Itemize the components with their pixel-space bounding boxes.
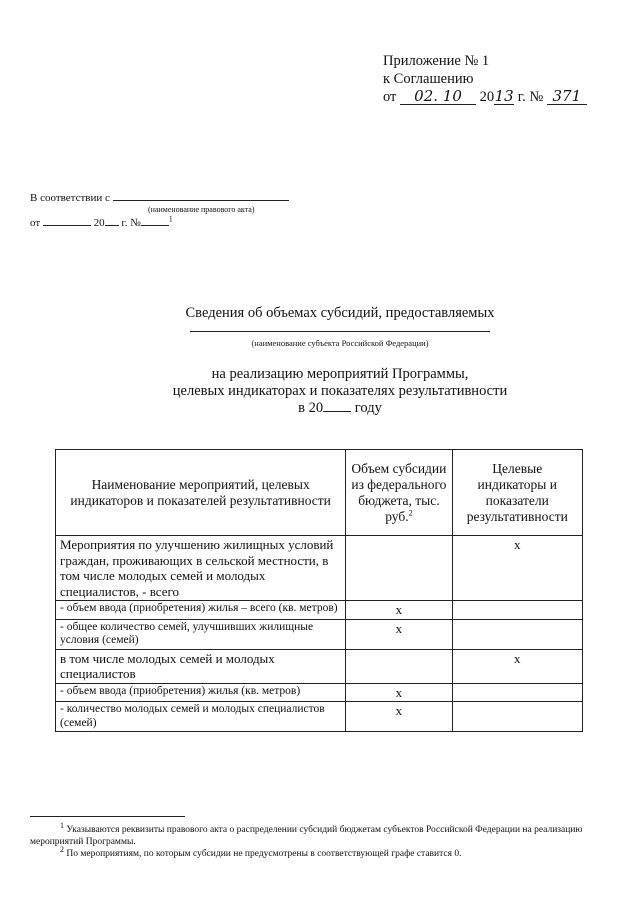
footnote-ref-2: 2 xyxy=(408,508,413,517)
header-name: Наименование мероприятий, целевых индикаторов и показателей результативности xyxy=(56,450,346,536)
table-row xyxy=(56,702,583,732)
table-row xyxy=(56,683,583,702)
year-prefix: 20 xyxy=(479,89,495,105)
footnote-1 xyxy=(30,820,615,848)
handwritten-date: 02. 10 xyxy=(400,88,476,105)
table-row xyxy=(56,536,583,601)
row-name: в том числе молодых семей и молодых специалистов xyxy=(56,649,346,683)
row-subsidy-cell[interactable]: х xyxy=(346,601,452,620)
table-header-row xyxy=(56,450,583,536)
title-year-prefix: в 20 xyxy=(298,400,324,416)
footnote-2 xyxy=(30,844,615,860)
appendix-header xyxy=(383,52,587,106)
footnote-ref-1: 1 xyxy=(168,214,173,224)
row-subsidy-cell[interactable]: х xyxy=(346,683,452,702)
row-name: Мероприятия по улучшению жилищных условий граждан, проживающих в сельской местности, в том числе молодых семей и молодых специалистов, - всего xyxy=(56,536,346,601)
subsidy-table xyxy=(55,449,583,732)
row-name: - количество молодых семей и молодых специалистов (семей) xyxy=(56,702,346,732)
title-line-1: Сведения об объемах субсидий, предоставляемых xyxy=(185,305,495,321)
legal-number-label: г. № xyxy=(121,217,141,229)
row-name: - объем ввода (приобретения) жилья – всего (кв. метров) xyxy=(56,601,346,620)
handwritten-number: 371 xyxy=(547,88,587,105)
row-indicator-cell[interactable] xyxy=(452,702,583,732)
legal-act-line xyxy=(30,190,289,205)
footnote-1-text: Указываются реквизиты правового акта о распределении субсидий бюджетам субъектов Российской Федерации на реализацию мероприятий Программы. xyxy=(30,825,583,847)
title-year-blank[interactable] xyxy=(323,399,351,412)
row-subsidy-cell[interactable]: х xyxy=(346,619,452,649)
header-subsidy-text: Объем субсидии из федерального бюджета, тыс. руб. xyxy=(351,460,447,524)
footnote-2-text: По мероприятиям, по которым субсидии не предусмотрены в соответствующей графе ставится 0. xyxy=(66,849,462,859)
row-name: - объем ввода (приобретения) жилья (кв. метров) xyxy=(56,683,346,702)
legal-year-prefix: 20 xyxy=(93,217,105,229)
title-line-2: на реализацию мероприятий Программы, xyxy=(211,366,469,382)
row-subsidy-cell[interactable]: х xyxy=(346,702,452,732)
header-subsidy xyxy=(346,450,452,536)
legal-date-blank[interactable] xyxy=(43,215,91,226)
table-row xyxy=(56,619,583,649)
footnote-1-mark: 1 xyxy=(60,820,64,830)
footnote-separator xyxy=(30,816,185,817)
title-line-4 xyxy=(0,399,640,417)
footnote-2-mark: 2 xyxy=(60,844,64,854)
footnotes xyxy=(30,820,615,860)
subject-blank[interactable] xyxy=(190,331,490,332)
appendix-from-label: от xyxy=(383,89,397,105)
legal-act-blank[interactable] xyxy=(113,190,289,201)
row-subsidy-cell[interactable] xyxy=(346,649,452,683)
in-accordance-label: В соответствии с xyxy=(30,192,110,204)
row-indicator-cell[interactable] xyxy=(452,619,583,649)
table-row xyxy=(56,649,583,683)
appendix-date-line xyxy=(383,88,587,106)
subject-caption: (наименование субъекта Российской Федерации) xyxy=(251,338,429,348)
legal-year-blank[interactable] xyxy=(105,215,119,226)
legal-from-label: от xyxy=(30,217,41,229)
number-label: г. № xyxy=(517,89,544,105)
appendix-agreement: к Соглашению xyxy=(383,71,474,87)
row-indicator-cell[interactable]: х xyxy=(452,536,583,601)
title-year-suffix: году xyxy=(354,400,382,416)
title-line-3: целевых индикаторах и показателях результативности xyxy=(172,383,508,399)
row-subsidy-cell[interactable] xyxy=(346,536,452,601)
legal-number-blank[interactable] xyxy=(141,215,169,226)
table-row xyxy=(56,601,583,620)
legal-act-caption: (наименование правового акта) xyxy=(148,205,255,214)
row-indicator-cell[interactable]: х xyxy=(452,649,583,683)
row-indicator-cell[interactable] xyxy=(452,601,583,620)
header-indicators: Целевые индикаторы и показатели результативности xyxy=(452,450,583,536)
row-indicator-cell[interactable] xyxy=(452,683,583,702)
legal-act-block xyxy=(30,190,289,230)
row-name: - общее количество семей, улучшивших жилищные условия (семей) xyxy=(56,619,346,649)
handwritten-year: 13 xyxy=(494,87,514,105)
appendix-number: Приложение № 1 xyxy=(383,53,490,69)
legal-act-date-line xyxy=(30,215,289,230)
